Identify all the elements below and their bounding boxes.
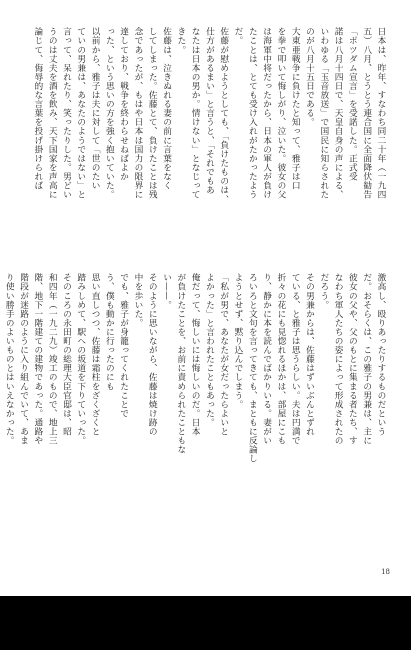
bottom-black-bar [0, 596, 411, 650]
text-block-lower: 激高し、殴りあったりするものだという だ。おそらくは、この雅子の男兼は、主に 彼女の父や、父のもとに集まる者たち、す なわち軍人たちの姿によって形成されたの だろう。 その男兼からは、佐藤はずいぶんとずれ ている、と雅子は思うらしい。夫は円満で 折々の花にも見惚れるほかは、部屋にこも り、静かに本を読んでばかりいる。妻がい ろいろと文句を言ってきても、まともに反論し ようとせず、黙り込んでしまう。 「私が男で、あなたが女だったらよいと よかった」と言われたこともあった。 俺だって、悔しいには悔しいのだ。日本 が負けたことを、お前に責められたこともな い——。 そのように思いながら、佐藤は焼け跡の 中を歩いた。 でも、雅子が身籠ってくれたことで う、僕も動かに行ったのにも 思い直しつつ、佐藤は霜柱をざくざくと 踏みしめて、駅への坂道を下りていった。 そのころの永田町の総理大臣官邸は、昭 和四年（一九二九）竣工のもので、地上三 階、地下一階建ての建物であった。通路や 階段が迷路のように入り組んでいて、あま り使い勝手のよいものとはいえなかった。 [4, 273, 386, 464]
text-block-upper: 日本は、昨年、すなわち同二十年（一九四 五）八月、とうとう連合国に全面降伏勧告 「ポツダム宣言」を受諾した。正式受 諾は八月十四日で、天皇自身の声による、 いわゆる「玉音放送」で国民に知らされた のが八月十五日である。 大東亜戦争に負けたと知って、雅子は口 を拳で叩いて悔しがり、泣いた。彼女の父 は海軍中将だったから、日本の軍人が負け たことは、とても受け入れがたかったよう だ。 佐藤が慰めようとしても、「負けたものは、 仕方があるまい」と言うと、「それでもあ なたは日本の男か。情けない」となじって きた。 佐藤は、泣きぬれる妻の前に言葉をなく してしまった。佐藤とて、負けたことは残 念であったが、もはや日本は国力の限界に 達しており、戦争を終わらせねばよか った、という思いの方を強く抱いていた。 以前から、雅子は夫に対して「世のたい ていの男兼は、あなたのようではない」と 言って、呆れたり、笑ったりした。男どい うのは丈夫を酒を飲み、天下国家を声高に 論じて、侮辱的な言葉を投げ掛けられば [32, 27, 386, 204]
page-number: 18 [381, 568, 390, 576]
